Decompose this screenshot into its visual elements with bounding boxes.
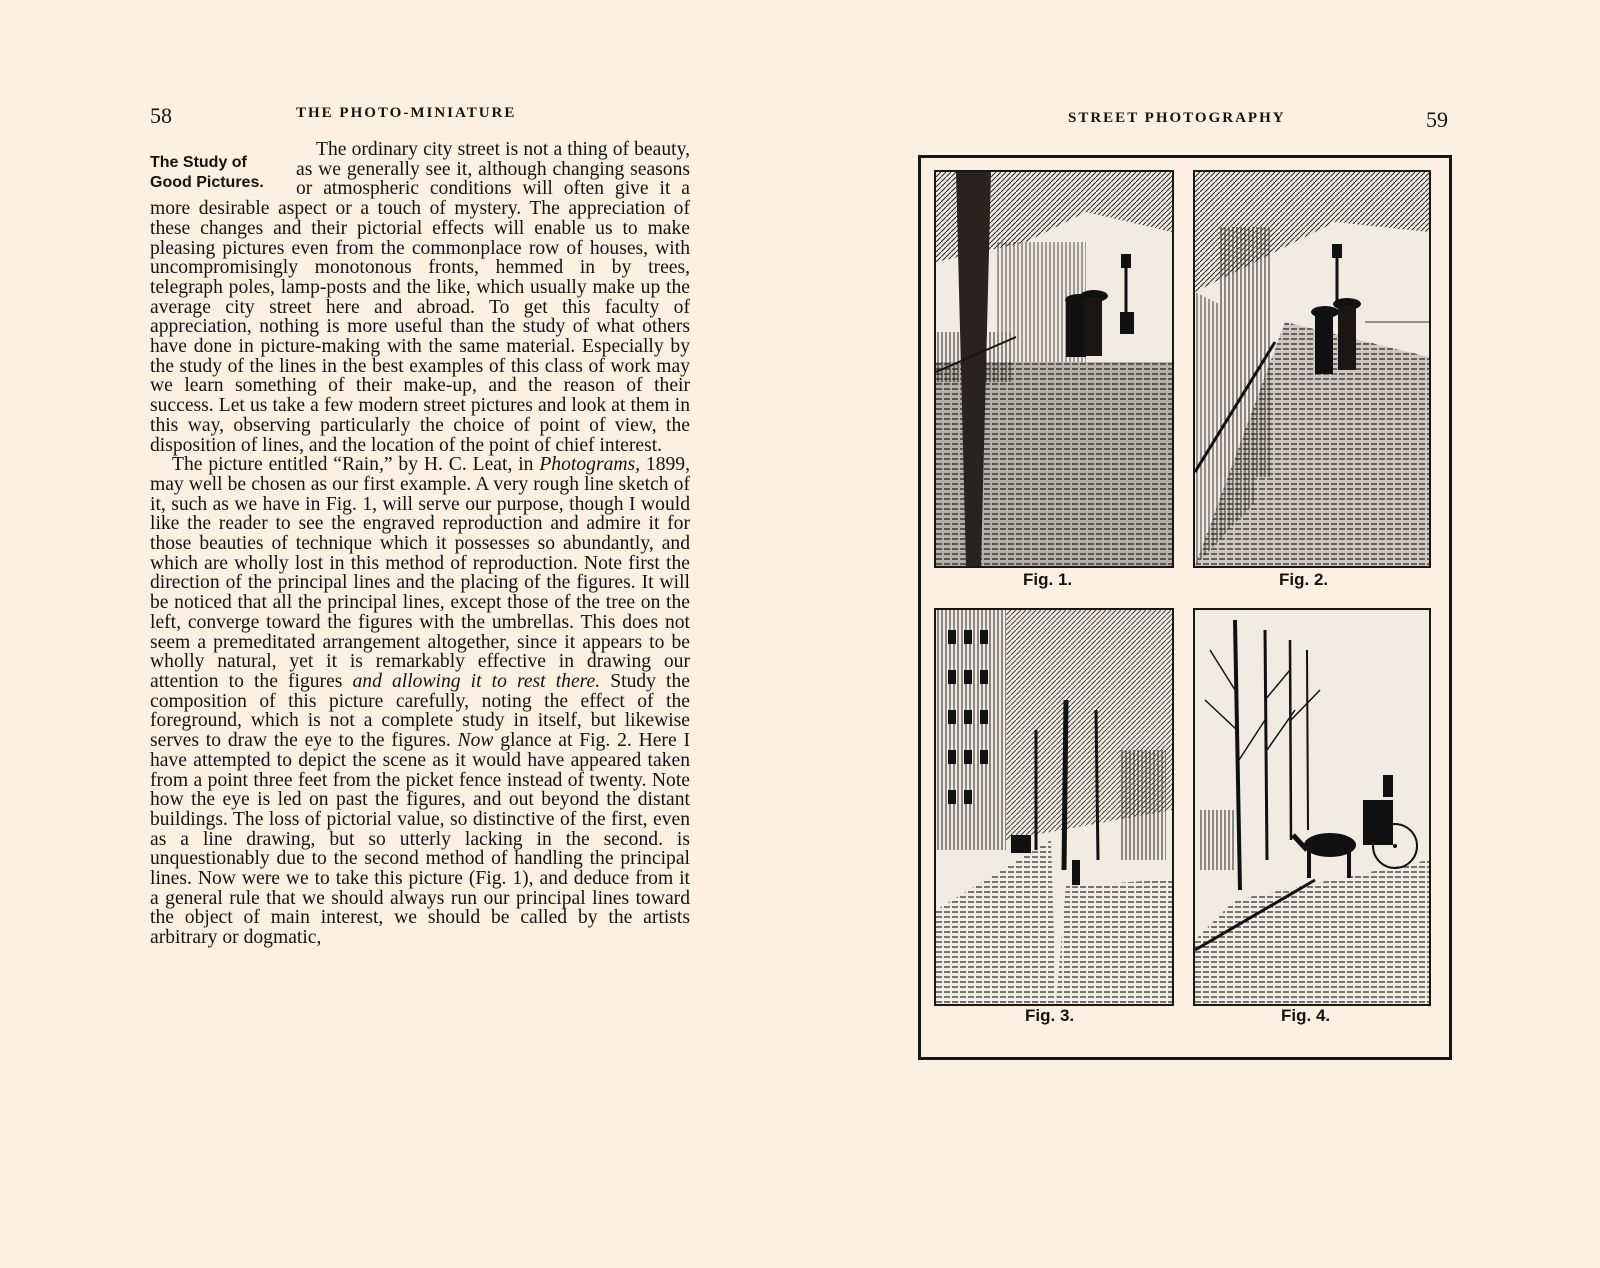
rain-fence-umbrellas-icon [1195,172,1429,566]
page-number-left: 58 [150,103,172,128]
sidenote-line-2: Good Pictures. [150,174,264,191]
figure-3-caption: Fig. 3. [1025,1006,1075,1025]
running-head-left: THE PHOTO-MINIATURE [296,105,517,121]
sidenote-line-1: The Study of [150,154,247,171]
figure-4-caption: Fig. 4. [1281,1006,1331,1025]
left-page [0,0,760,1268]
running-head-right: STREET PHOTOGRAPHY [1068,110,1286,126]
rain-street-umbrellas-icon [936,172,1172,566]
figure-plate [918,155,1452,1060]
page-number-right: 59 [1426,107,1448,132]
p2-part3: Study the composition of this picture carefully, noting the effect of the foreground, which is not a complete study in itself, but likewise serves to draw the eye to the figures. [150,670,690,752]
p2-part4: glance at Fig. 2. Here I have attempted to depict the scene as it would have appeared taken from a point three feet from the picket fence instead of twenty. Note how the eye is led on past the figures, and out beyond the distant buildings. The loss of pictorial value, so distinctive of the first, even as a line drawing, but so utterly lacking in the second. is unquestionably due to the second method of handling the principal lines. Now were we to take this picture (Fig. 1), and deduce from it a general rule that we should always run our principal lines toward the object of main interest, we should be called by the artists arbitrary or dogmatic, [150,730,690,949]
figure-2-caption: Fig. 2. [1279,570,1329,589]
paragraph-2 [150,455,690,948]
p2-part2: 1899, may well be chosen as our first example. A very rough line sketch of it, such as we have in Fig. 1, will serve our purpose, though I would like the reader to see the engraved reproduction and admire it for those beauties of technique which it possesses so abundantly, and which are wholly lost in this method of reproduction. Note first the direction of the principal lines and the placing of the figures. It will be noticed that all the principal lines, except those of the tree on the left, converge toward the figures with the umbrellas. This does not seem a premeditated arrangement altogether, since it appears to be wholly natural, yet it is remarkably effective in drawing our attention to the figures [150,454,691,692]
figure-4 [1193,608,1431,1006]
p2-part1: The picture entitled “Rain,” by H. C. Leat, in [172,454,540,476]
tree-lined-sidewalk-icon [936,610,1172,1004]
figure-3 [934,608,1174,1006]
body-text [150,140,690,948]
figure-1 [934,170,1174,568]
figure-2 [1193,170,1431,568]
p2-italic-rest-there: and allowing it to rest there. [352,670,601,692]
p2-italic-now: Now [457,730,494,752]
carriage-avenue-icon [1195,610,1429,1004]
paragraph-1-text: The ordinary city street is not a thing of beauty, as we generally see it, although changing seasons or atmospheric conditions will often give it a more desirable aspect or a touch of mystery. The appreciation of these changes and their pictorial effects will enable us to make pleasing pictures even from the commonplace row of houses, with uncompromisingly monotonous fronts, hemmed in by trees, telegraph poles, lamp-posts and the like, which usually make up the average city street here and abroad. To get this faculty of appreciation, nothing is more useful than the study of what others have done in picture-making with the same material. Especially by the study of the lines in the best examples of this class of work may we learn something of their make-up, and the reason of their success. Let us take a few modern street pictures and look at them in this way, observing particularly the choice of point of view, the disposition of lines, and the location of the point of chief interest. [150,139,690,456]
figure-1-caption: Fig. 1. [1023,570,1073,589]
p2-italic-photograms: Photograms, [539,454,641,476]
